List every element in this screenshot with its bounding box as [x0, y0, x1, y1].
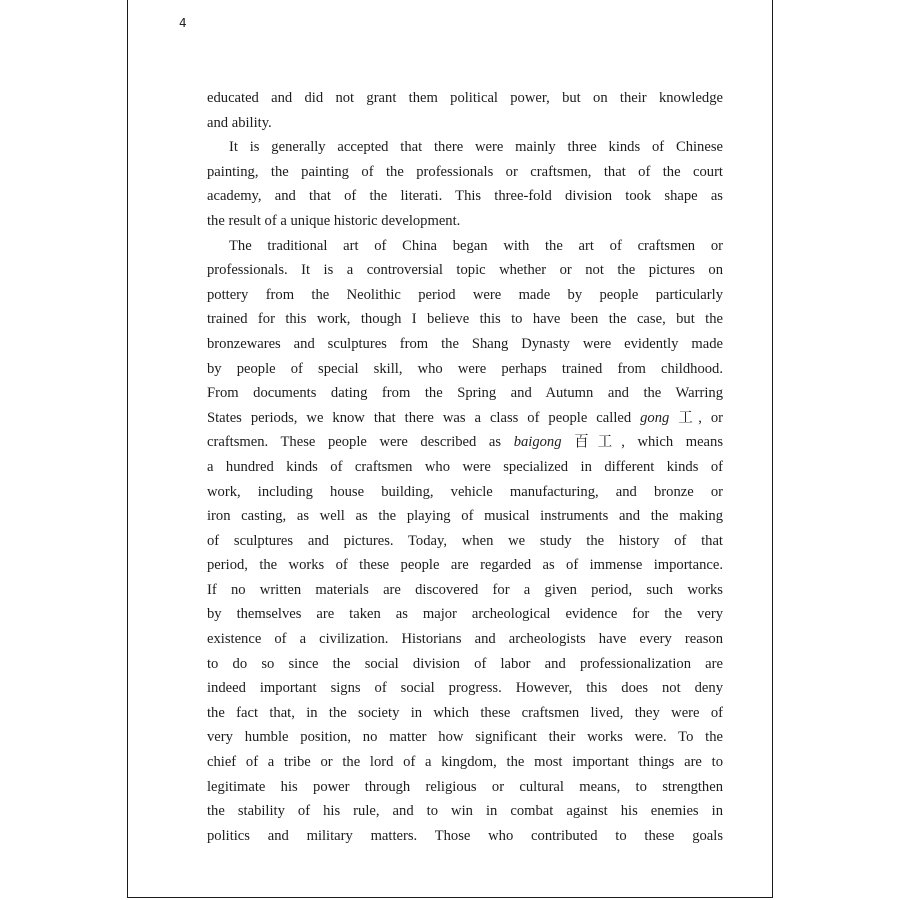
text-line: States periods, we know that there was a class of people called gong 工, or — [207, 409, 723, 426]
text-line: From documents dating from the Spring and Autumn and the Warring — [207, 385, 723, 402]
body-text — [207, 86, 723, 848]
text-line: educated and did not grant them political power, but on their knowledge — [207, 90, 723, 106]
text-line: of sculptures and pictures. Today, when we study the history of that — [207, 532, 723, 549]
text-line: period, the works of these people are regarded as of immense importance. — [207, 557, 723, 574]
text-line: a hundred kinds of craftsmen who were specialized in different kinds of — [207, 458, 723, 475]
text-line: indeed important signs of social progress. However, this does not deny — [207, 680, 723, 697]
text-line: professionals. It is a controversial topic whether or not the pictures on — [207, 262, 723, 279]
text-line: It is generally accepted that there were mainly three kinds of Chinese — [229, 139, 723, 156]
text-line: very humble position, no matter how significant their works were. To the — [207, 729, 723, 746]
italic-term: gong — [640, 409, 670, 426]
text-line: legitimate his power through religious or cultural means, to strengthen — [207, 778, 723, 795]
text-line: the result of a unique historic development. — [207, 212, 461, 229]
text-line: the fact that, in the society in which these craftsmen lived, they were of — [207, 704, 723, 721]
text-line: to do so since the social division of labor and professionalization are — [207, 655, 723, 672]
italic-term: baigong — [513, 434, 562, 451]
page-number: 4 — [179, 16, 187, 30]
text-line: bronzewares and sculptures from the Shang Dynasty were evidently made — [207, 335, 723, 352]
text-line: academy, and that of the literati. This three-fold division took shape as — [207, 188, 723, 205]
text-line: and ability. — [207, 114, 272, 131]
text-line: by people of special skill, who were perhaps trained from childhood. — [207, 360, 723, 377]
book-page — [127, 0, 773, 898]
text-line: the stability of his rule, and to win in combat against his enemies in — [207, 803, 723, 820]
text-line: The traditional art of China began with the art of craftsmen or — [229, 237, 723, 254]
text-line: chief of a tribe or the lord of a kingdom, the most important things are to — [207, 754, 723, 771]
text-line: craftsmen. These people were described as baigong 百工, which means — [207, 434, 724, 451]
text-line: existence of a civilization. Historians and archeologists have every reason — [207, 631, 723, 648]
text-line: pottery from the Neolithic period were made by people particularly — [207, 286, 723, 303]
text-line: If no written materials are discovered for a given period, such works — [207, 581, 723, 598]
text-line: trained for this work, though I believe this to have been the case, but the — [207, 311, 723, 328]
text-line: by themselves are taken as major archeological evidence for the very — [207, 606, 723, 623]
text-line: iron casting, as well as the playing of musical instruments and the making — [207, 508, 723, 525]
text-line: politics and military matters. Those who contributed to these goals — [207, 827, 723, 844]
text-line: painting, the painting of the professionals or craftsmen, that of the court — [207, 163, 723, 180]
text-line: work, including house building, vehicle manufacturing, and bronze or — [207, 483, 723, 500]
